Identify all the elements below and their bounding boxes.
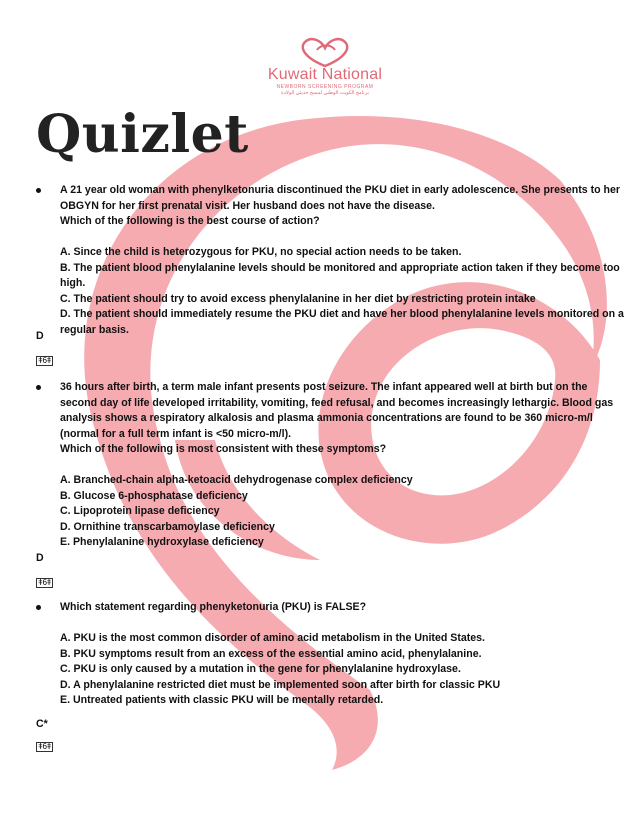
bullet-icon — [36, 605, 41, 610]
option-e: E. Phenylalanine hydroxylase deficiency — [60, 536, 264, 548]
answer-3: C* — [36, 718, 48, 730]
heart-swirl-icon — [295, 36, 355, 68]
option-a: A. Since the child is heterozygous for PKU, no special action needs to be taken. — [60, 246, 462, 258]
logo-subtitle: NEWBORN SCREENING PROGRAM — [276, 84, 374, 90]
page-title: Quizlet — [36, 104, 249, 165]
bullet-icon — [36, 188, 41, 193]
option-e: E. Untreated patients with classic PKU will be mentally retarded. — [60, 694, 384, 706]
option-a: A. Branched-chain alpha-ketoacid dehydrogenase complex deficiency — [60, 474, 413, 486]
option-d: D. Ornithine transcarbamoylase deficiency — [60, 520, 275, 533]
option-b: B. PKU symptoms result from an excess of the essential amino acid, phenylalanine. — [60, 647, 482, 660]
answer-2: D — [36, 552, 44, 564]
question-prompt: Which of the following is most consistent with these symptoms? — [60, 443, 387, 455]
option-b: B. The patient blood phenylalanine levels should be monitored and appropriate action taken if they become too high. — [60, 261, 620, 289]
options-list — [60, 245, 626, 338]
card-glyph-3: ǂ6ǂ — [38, 742, 51, 751]
option-b: B. Glucose 6-phosphatase deficiency — [60, 489, 248, 502]
options-list — [60, 631, 626, 709]
question-3 — [36, 600, 626, 709]
option-c: C. PKU is only caused by a mutation in the gene for phenylalanine hydroxylase. — [60, 663, 461, 675]
question-text: Which statement regarding phenyketonuria (PKU) is FALSE? — [60, 601, 367, 613]
logo-arabic: برنامج الكويت الوطني لمسح حديثي الولادة — [281, 90, 369, 96]
question-text: 36 hours after birth, a term male infant presents post seizure. The infant appeared well at birth but on the second day of life developed irritability, vomiting, feed refusal, and becomes increasingly lethargic. Blood gas analysis shows a respiratory alkalosis and plasma ammonia concentrations are found to be 360 micro-m/l (normal for a full term infant is <50 micro-m/l). — [60, 381, 614, 440]
kuwait-screening-logo — [250, 36, 400, 96]
logo-name: Kuwait National — [267, 66, 383, 83]
question-2 — [36, 380, 626, 551]
option-a: A. PKU is the most common disorder of amino acid metabolism in the United States. — [60, 632, 485, 644]
option-c: C. Lipoprotein lipase deficiency — [60, 505, 220, 517]
question-1 — [36, 183, 626, 338]
option-d: D. The patient should immediately resume the PKU diet and have her blood phenylalanine levels monitored on a regular basis. — [60, 308, 624, 336]
option-c: C. The patient should try to avoid excess phenylalanine in her diet by restricting protein intake — [60, 292, 536, 305]
option-d: D. A phenylalanine restricted diet must be implemented soon after birth for classic PKU — [60, 678, 501, 691]
answer-1: D — [36, 330, 44, 342]
bullet-icon — [36, 385, 41, 390]
question-prompt: Which of the following is the best course of action? — [60, 215, 320, 227]
options-list — [60, 473, 626, 551]
card-glyph-2: ǂ6ǂ — [38, 578, 51, 587]
question-text: A 21 year old woman with phenylketonuria discontinued the PKU diet in early adolescence. She presents to her OBGYN for her first prenatal visit. Her husband does not have the disease. — [60, 184, 621, 212]
card-glyph-1: ǂ6ǂ — [38, 356, 51, 365]
